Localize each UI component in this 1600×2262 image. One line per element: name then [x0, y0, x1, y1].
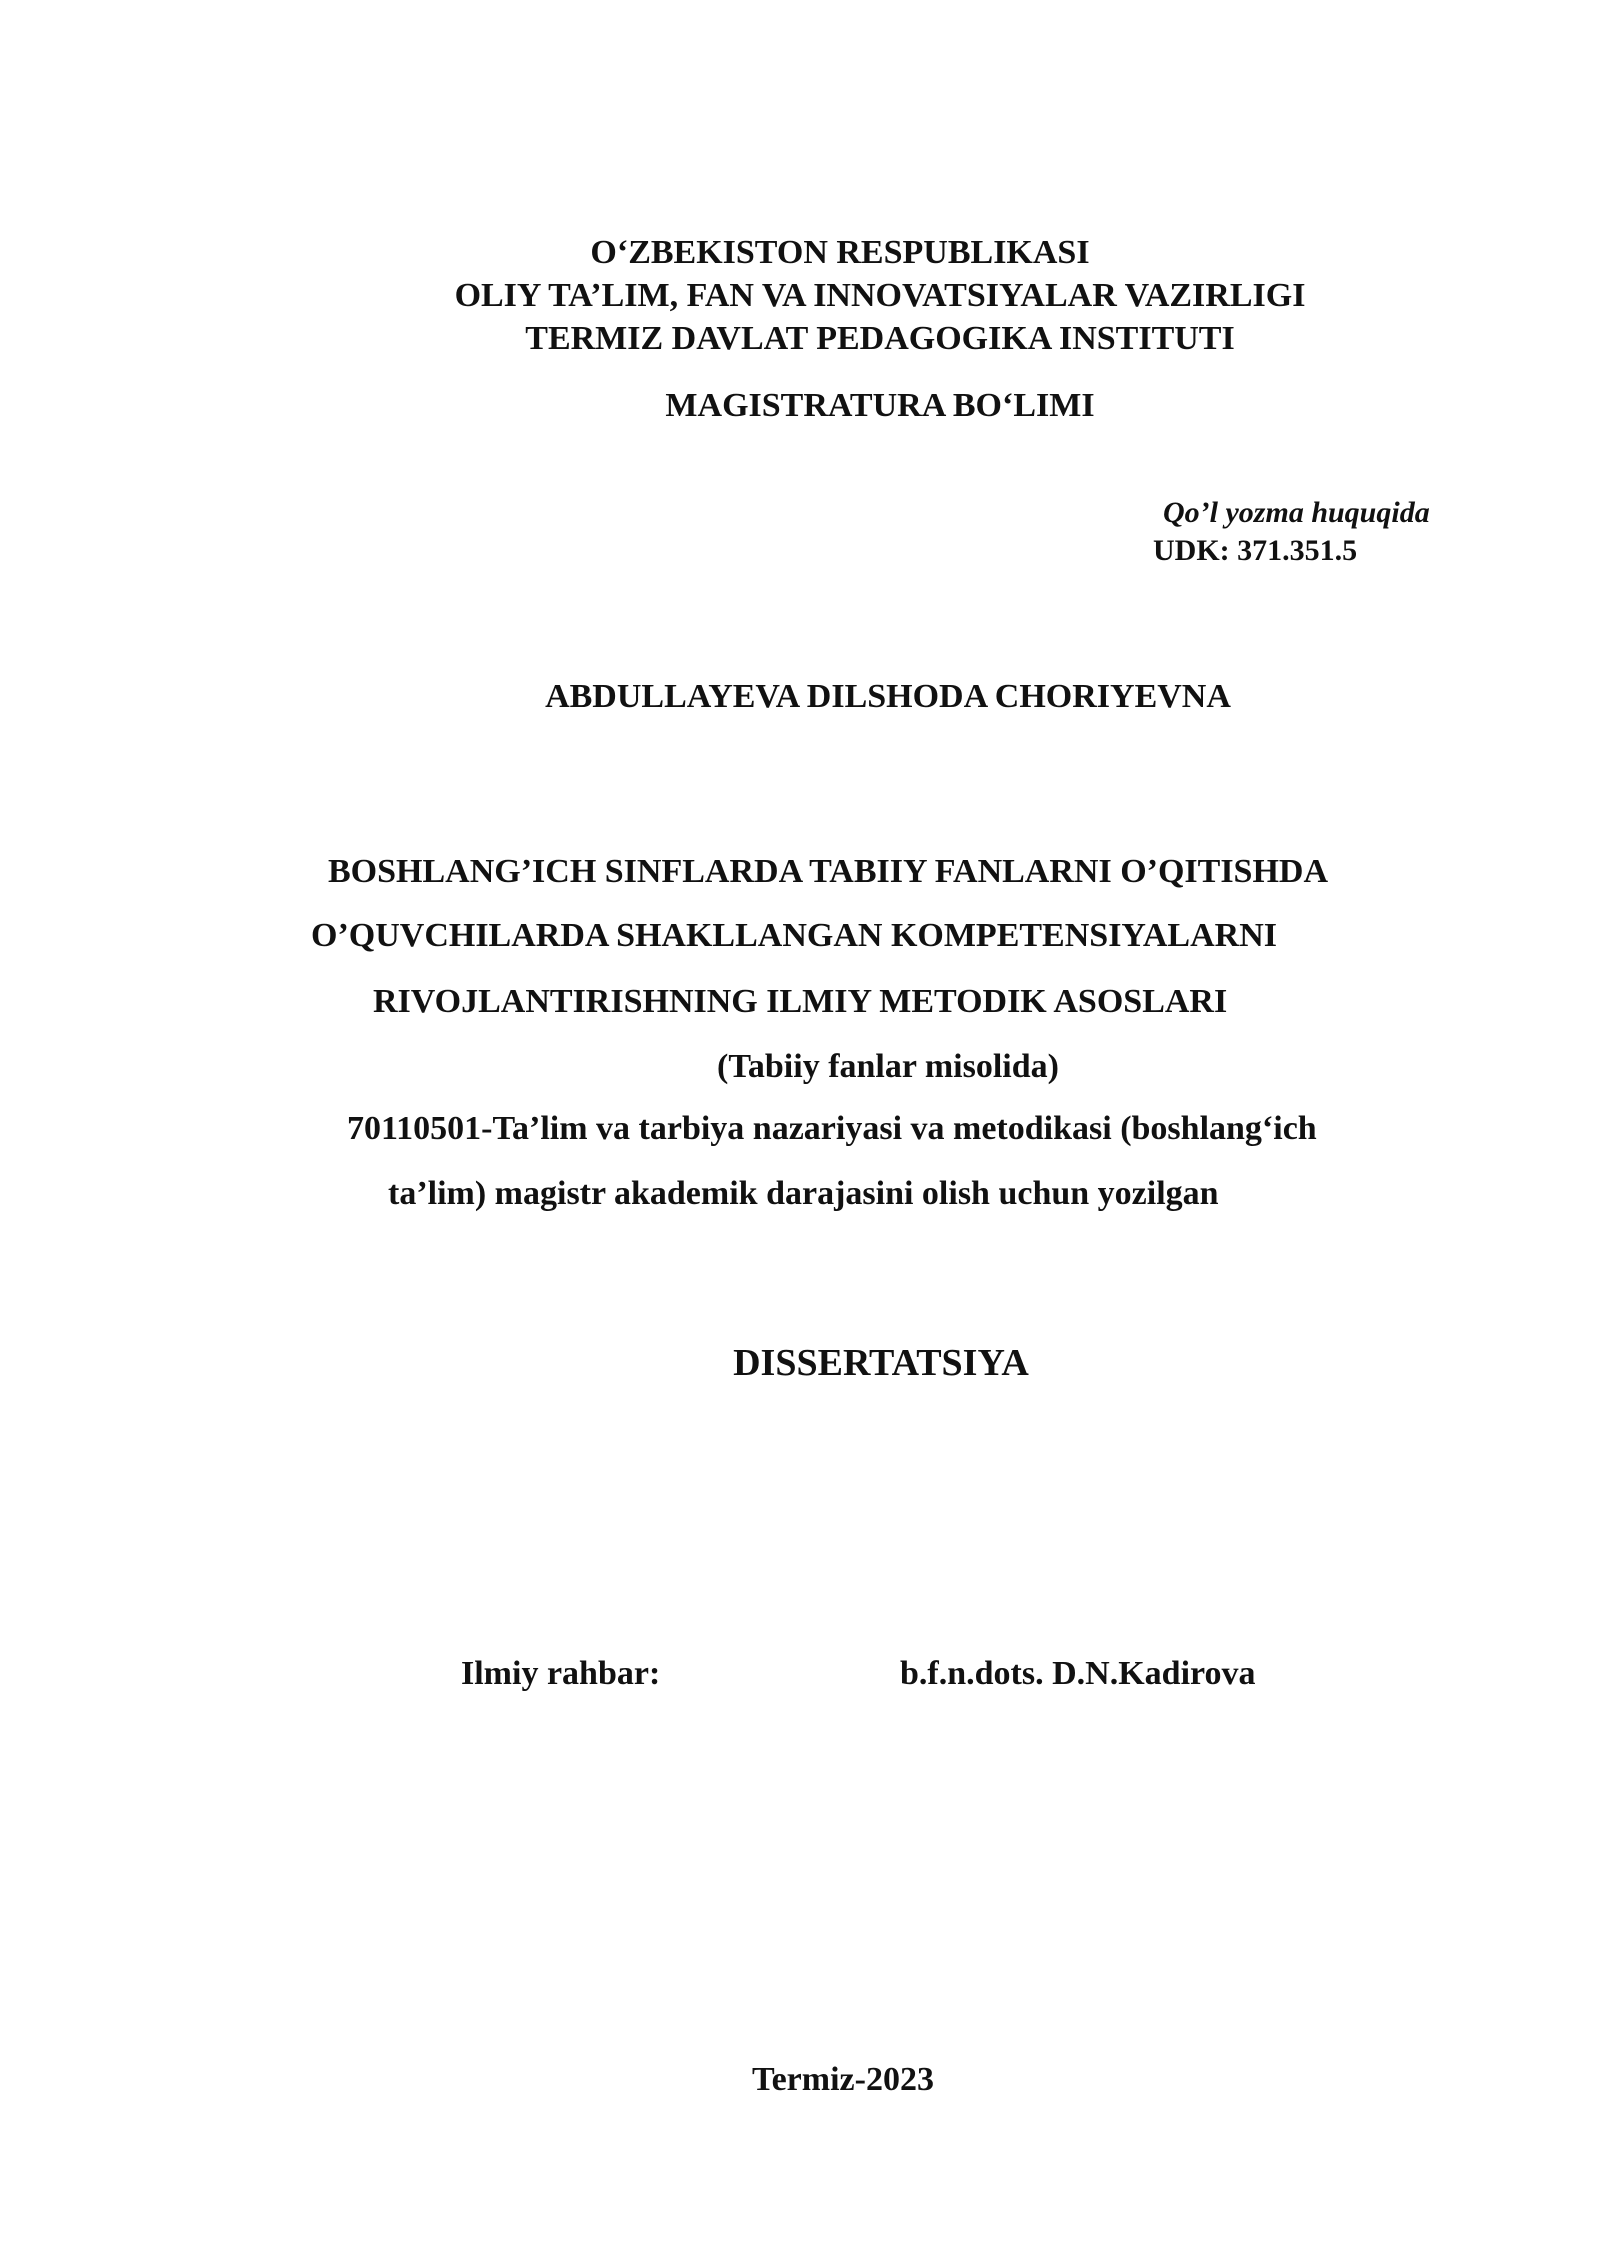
specialty-line-1: 70110501-Ta’lim va tarbiya nazariyasi va metodikasi (boshlang‘ich — [347, 1110, 1317, 1147]
supervisor-name: b.f.n.dots. D.N.Kadirova — [900, 1655, 1256, 1692]
institute-heading: TERMIZ DAVLAT PEDAGOGIKA INSTITUTI — [525, 320, 1235, 357]
thesis-title-line-1: BOSHLANG’ICH SINFLARDA TABIIY FANLARNI O’QITISHDA — [328, 853, 1329, 890]
supervisor-label: Ilmiy rahbar: — [461, 1655, 661, 1692]
department-heading: MAGISTRATURA BO‘LIMI — [665, 387, 1095, 424]
thesis-subtitle: (Tabiiy fanlar misolida) — [717, 1048, 1059, 1085]
ministry-heading: OLIY TA’LIM, FAN VA INNOVATSIYALAR VAZIRLIGI — [454, 277, 1306, 314]
manuscript-rights-note: Qo’l yozma huquqida — [1163, 496, 1430, 529]
thesis-title-line-3: RIVOJLANTIRISHNING ILMIY METODIK ASOSLARI — [373, 983, 1228, 1020]
city-year: Termiz-2023 — [752, 2061, 934, 2098]
thesis-title-line-2: O’QUVCHILARDA SHAKLLANGAN KOMPETENSIYALARNI — [311, 917, 1277, 954]
document-type: DISSERTATSIYA — [733, 1342, 1029, 1384]
republic-heading: O‘ZBEKISTON RESPUBLIKASI — [590, 234, 1090, 271]
author-name: ABDULLAYEVA DILSHODA CHORIYEVNA — [545, 678, 1231, 715]
specialty-line-2: ta’lim) magistr akademik darajasini olish uchun yozilgan — [388, 1175, 1219, 1212]
udk-code: UDK: 371.351.5 — [1153, 534, 1358, 567]
